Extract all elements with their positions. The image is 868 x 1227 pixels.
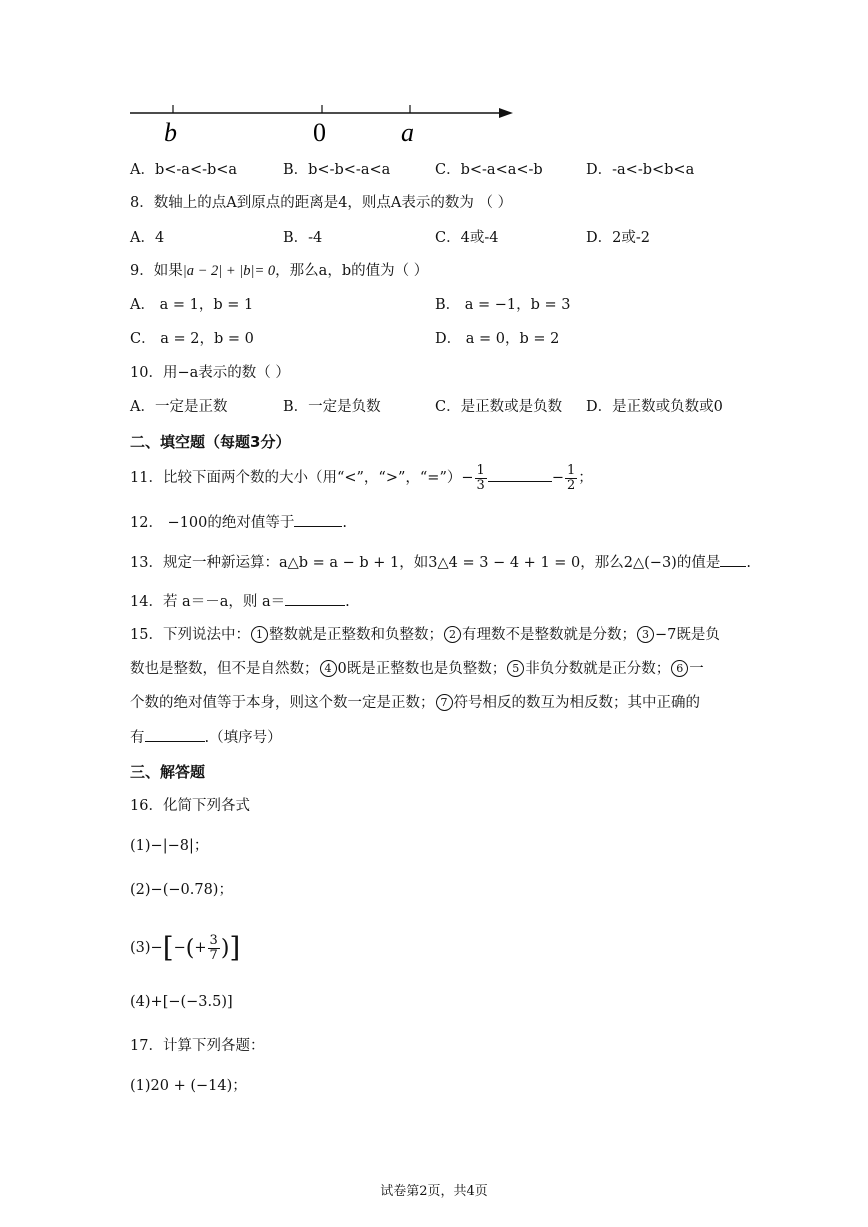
q17-part-1-end: ； [232,1078,247,1094]
q7-option-a: A．b<-a<-b<a [130,162,238,178]
q16-part-3-inner-sign: − [173,940,186,956]
q10-option-a: A．一定是正数 [130,399,228,415]
q9-prefix: 9．如果 [130,263,183,279]
q12-answer-blank[interactable] [294,512,342,527]
q7-option-d: D．-a<-b<b<a [586,162,695,178]
q11-prefix: 11．比较下面两个数的大小（用“<”，“>”，“=”）− [130,470,474,486]
label-b: b [164,118,177,147]
q11-answer-blank[interactable] [488,467,552,482]
q15-answer-blank[interactable] [145,727,205,742]
q15-line-1 [130,625,720,645]
left-bracket: [ [162,931,174,964]
q15-line-4 [130,727,282,748]
page-footer: 试卷第2页，共4页 [380,1184,488,1199]
q11-suffix: ； [578,470,593,486]
q8-option-b: B．-4 [283,230,323,246]
section-3-heading: 三、解答题 [130,763,206,781]
q16-part-2-expression: −(−0.78) [150,882,219,898]
right-bracket: ] [229,931,241,964]
number-line-arrow [499,108,513,118]
q15-statement-3b: 数也是整数，但不是自然数； [130,661,319,677]
label-a: a [401,118,414,147]
q15-statement-4: 0既是正整数也是负整数； [337,661,507,677]
q13 [130,552,751,573]
q13-answer-blank[interactable] [720,552,746,567]
q16-part-1-label: (1) [130,838,151,854]
q10-option-b: B．一定是负数 [283,399,381,415]
q16-part-1-end: ； [193,838,209,854]
q16-part-4-expression: +[−(−3.5)] [150,994,233,1010]
q16-part-1 [130,836,208,856]
q17-stem: 17．计算下列各题： [130,1038,265,1054]
q15-statement-1: 整数就是正整数和负整数； [268,627,443,643]
q10-option-c: C．是正数或是负数 [435,399,563,415]
q15-statement-6b: 个数的绝对值等于本身，则这个数一定是正数； [130,695,435,711]
q10-stem: 10．用−a表示的数（ ） [130,365,290,381]
q16-part-3-fraction: $\frac{3}{7}$ [209,932,218,963]
circled-number-7: 7 [436,694,453,711]
q13-paren: (−3) [644,555,677,571]
q16-part-2-label: (2) [130,882,151,898]
circled-number-3: 3 [637,626,654,643]
q16-stem: 16．化简下列各式 [130,798,250,814]
q15-line-2 [130,659,704,679]
q16-part-3-label: (3) [130,940,151,956]
q9-option-c: C． a = 2，b = 0 [130,331,254,347]
q12-suffix: . [342,515,347,531]
q16-part-3-plus: + [194,940,207,956]
q15-answer-suffix: .（填序号） [204,730,282,746]
q15-statement-5: 非负分数就是正分数； [525,661,671,677]
q8-stem: 8．数轴上的点A到原点的距离是4，则点A表示的数为 （ ） [130,195,513,211]
left-paren: ( [185,936,195,961]
q15-text: 15．下列说法中： [130,627,250,643]
q15-statement-2: 有理数不是整数就是分数； [461,627,636,643]
circled-number-2: 2 [444,626,461,643]
q8-option-d: D．2或-2 [586,230,650,246]
q14-answer-blank[interactable] [285,591,345,606]
q8-option-a: A．4 [130,230,165,246]
q17-part-1 [130,1076,247,1096]
q9-option-a: A． a = 1，b = 1 [130,297,254,313]
q9-expression: |a − 2| + |b|= 0 [182,263,276,279]
q14-suffix: . [345,594,350,610]
q11 [130,460,593,496]
circled-number-6: 6 [671,660,688,677]
q9-suffix: ，那么a，b的值为（ ） [275,263,429,279]
q16-part-2 [130,880,233,900]
q16-part-3 [130,930,240,967]
q11-fraction-1: $\frac{1}{3}$ [476,462,485,493]
circled-number-5: 5 [507,660,524,677]
q16-part-2-end: ； [218,882,233,898]
q15-statement-7: 符号相反的数互为相反数；其中正确的 [453,695,700,711]
q14-prefix: 14．若 a＝－a，则 a＝ [130,594,286,610]
q16-part-3-sign: − [150,940,163,956]
q9-stem [130,261,428,281]
q13-prefix: 13．规定一种新运算：a△b = a − b + 1，如3△4 = 3 − 4 + 1 = 0，那么2△ [130,555,645,571]
q9-option-b: B． a = −1，b = 3 [435,297,571,313]
right-paren: ) [220,936,230,961]
q17-part-1-label: (1) [130,1078,151,1094]
circled-number-4: 4 [320,660,337,677]
label-0: 0 [313,118,326,147]
q15-line-3 [130,693,700,713]
q13-suffix-pre: 的值是 [676,555,721,571]
q15-statement-6a: 一 [689,661,704,677]
q12-prefix: 12． −100的绝对值等于 [130,515,295,531]
q16-part-4-label: (4) [130,994,151,1010]
q15-answer-prefix: 有 [130,730,145,746]
q14 [130,591,350,612]
q17-part-1-expression: 20 + (−14) [150,1078,233,1094]
q12 [130,512,347,533]
section-2-heading: 二、填空题（每题3分） [130,433,291,451]
q8-option-c: C．4或-4 [435,230,499,246]
q16-part-4 [130,992,233,1012]
q11-fraction-2: $\frac{1}{2}$ [566,462,576,493]
q15-statement-3a: −7既是负 [654,627,720,643]
q9-option-d: D． a = 0，b = 2 [435,331,560,347]
q13-suffix: . [746,555,751,571]
q7-option-c: C．b<-a<a<-b [435,162,543,178]
q16-part-1-expression: −|−8| [150,838,194,854]
circled-number-1: 1 [251,626,268,643]
q7-option-b: B．b<-b<-a<a [283,162,391,178]
number-line-figure [128,96,528,156]
q11-minus: − [551,470,564,486]
q10-option-d: D．是正数或负数或0 [586,399,723,415]
